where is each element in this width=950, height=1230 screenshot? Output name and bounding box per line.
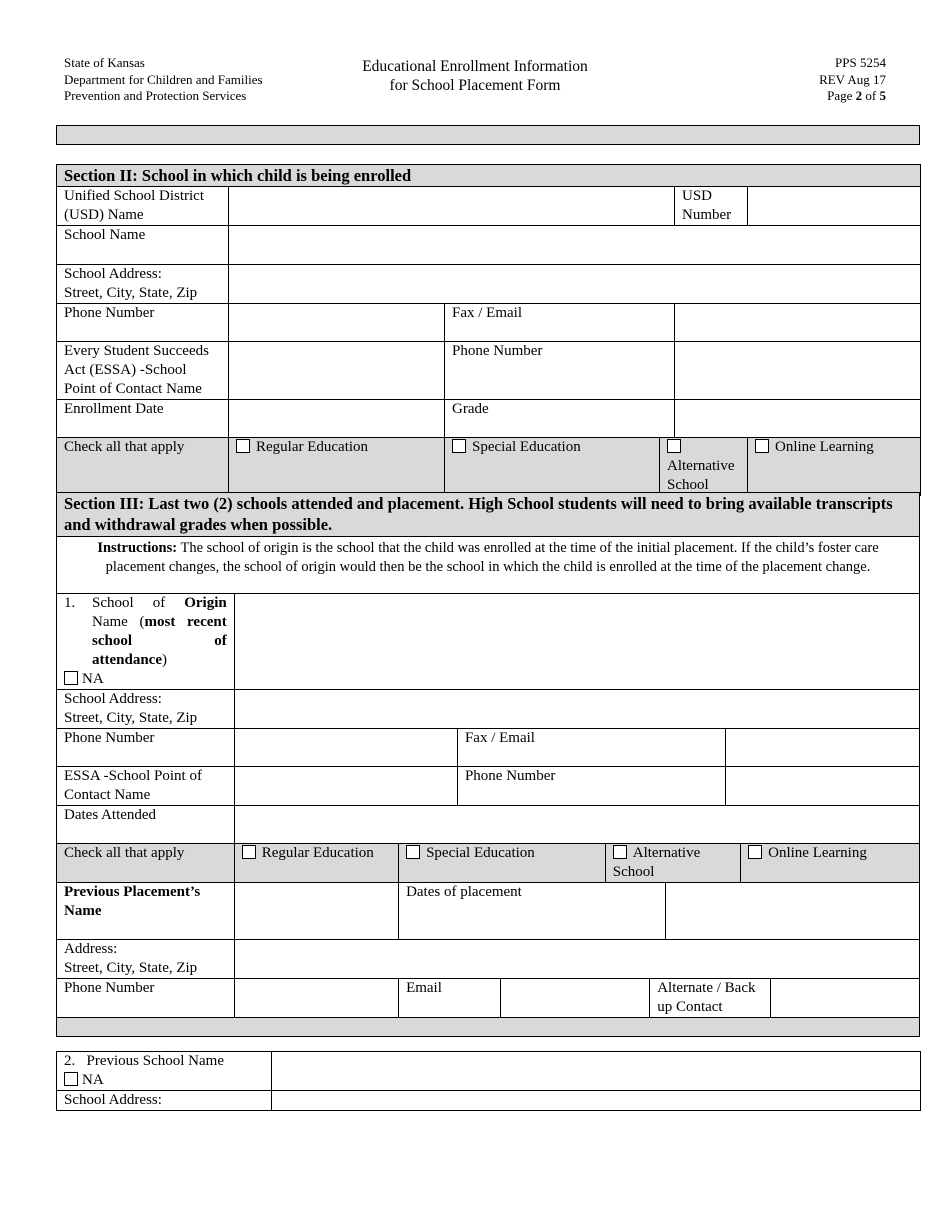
origin-essa-label: ESSA -School Point of Contact Name (57, 767, 235, 806)
origin-label-c: ) (162, 652, 167, 668)
origin-check-all-label: Check all that apply (57, 844, 235, 883)
origin-label-bold2: most recent school of attendance (92, 614, 227, 668)
placement-email-field[interactable] (501, 979, 650, 1018)
school-address-field[interactable] (229, 265, 921, 304)
origin-phone-label: Phone Number (57, 729, 235, 767)
alternate-contact-field[interactable] (771, 979, 920, 1018)
usd-number-label: USD Number (675, 187, 748, 226)
dates-of-placement-label: Dates of placement (399, 883, 666, 940)
origin-fax-email-field[interactable] (725, 729, 919, 767)
option-regular-education[interactable] (229, 438, 445, 496)
section-3-footer-bar (57, 1018, 920, 1037)
page-current: 2 (855, 88, 863, 103)
na-label: NA (82, 1072, 104, 1088)
agency-block (64, 55, 263, 105)
prev-school-na-option[interactable] (64, 1071, 264, 1090)
page-of: of (862, 88, 880, 103)
origin-essa-field[interactable] (234, 767, 457, 806)
na-label: NA (82, 671, 104, 687)
origin-essa-phone-label: Phone Number (457, 767, 725, 806)
origin-address-label-line-1: School Address: (64, 691, 162, 707)
placement-address-label-line-2: Street, City, State, Zip (64, 960, 198, 976)
origin-label-bold: Origin (184, 595, 227, 611)
na-checkbox[interactable] (64, 1072, 78, 1086)
option-online-learning[interactable] (748, 438, 921, 496)
grade-field[interactable] (675, 400, 921, 438)
option-label: Online Learning (768, 845, 867, 861)
school-name-label: School Name (57, 226, 229, 265)
agency-department: Department for Children and Families (64, 71, 263, 87)
form-title-line-2: for School Placement Form (389, 77, 561, 94)
section-divider-bar (56, 125, 920, 145)
origin-label-a: School of (92, 595, 185, 611)
school-address-label-line-2: Street, City, State, Zip (64, 285, 198, 301)
origin-school-field[interactable] (234, 594, 919, 690)
check-all-label: Check all that apply (57, 438, 229, 496)
form-title-line-1: Educational Enrollment Information (362, 58, 588, 75)
origin-address-label-line-2: Street, City, State, Zip (64, 710, 198, 726)
option-label: Special Education (472, 439, 581, 455)
usd-name-label: Unified School District (USD) Name (57, 187, 229, 226)
prev-school-address-field[interactable] (272, 1091, 921, 1111)
school-address-label-line-1: School Address: (64, 266, 162, 282)
option-label: Alternative School (612, 845, 701, 880)
checkbox[interactable] (667, 439, 681, 453)
placement-phone-field[interactable] (234, 979, 398, 1018)
section-3-table (56, 492, 920, 1037)
prev-school-number: 2. (64, 1053, 76, 1069)
grade-label: Grade (445, 400, 675, 438)
option-label: Alternative School (667, 458, 735, 493)
fax-email-label: Fax / Email (445, 304, 675, 342)
checkbox[interactable] (236, 439, 250, 453)
phone-field[interactable] (229, 304, 445, 342)
alternate-contact-label: Alternate / Back up Contact (650, 979, 771, 1018)
instructions-text: The school of origin is the school that the child was enrolled at the time of the initial placement. If the child’s foster care placement changes, the school of origin would then be the school in which the child is enrolled at the time of the placement change. (105, 540, 879, 575)
placement-address-label (57, 940, 235, 979)
dates-attended-label: Dates Attended (57, 806, 235, 844)
essa-phone-field[interactable] (675, 342, 921, 400)
enrollment-date-label: Enrollment Date (57, 400, 229, 438)
page-total: 5 (879, 88, 886, 103)
prev-school-label-text (64, 1052, 264, 1071)
agency-division: Prevention and Protection Services (64, 88, 247, 103)
form-revision: REV Aug 17 (819, 71, 886, 87)
usd-name-field[interactable] (229, 187, 675, 226)
origin-phone-field[interactable] (234, 729, 457, 767)
origin-number: 1. (64, 595, 76, 611)
checkbox[interactable] (613, 845, 627, 859)
origin-label-b: Name ( (92, 614, 145, 630)
placement-email-label: Email (399, 979, 501, 1018)
origin-option-special-education[interactable] (399, 844, 606, 883)
origin-option-regular-education[interactable] (234, 844, 398, 883)
previous-school-table (56, 1051, 921, 1111)
checkbox[interactable] (406, 845, 420, 859)
origin-na-option[interactable] (64, 670, 227, 689)
page-indicator (819, 88, 886, 105)
checkbox[interactable] (755, 439, 769, 453)
phone-label: Phone Number (57, 304, 229, 342)
school-name-field[interactable] (229, 226, 921, 265)
page-prefix: Page (827, 88, 856, 103)
option-special-education[interactable] (445, 438, 660, 496)
instructions-label: Instructions: (97, 540, 178, 556)
prev-placement-label: Previous Placement’s Name (57, 883, 235, 940)
usd-number-field[interactable] (748, 187, 921, 226)
option-label: Regular Education (256, 439, 369, 455)
school-address-label (57, 265, 229, 304)
option-label: Regular Education (261, 845, 374, 861)
prev-placement-field[interactable] (234, 883, 398, 940)
prev-school-address-label: School Address: (57, 1091, 272, 1111)
checkbox[interactable] (242, 845, 256, 859)
dates-attended-field[interactable] (234, 806, 919, 844)
origin-address-label (57, 690, 235, 729)
placement-address-field[interactable] (234, 940, 919, 979)
checkbox[interactable] (452, 439, 466, 453)
origin-option-online-learning[interactable] (741, 844, 920, 883)
form-number: PPS 5254 (835, 55, 886, 70)
essa-contact-field[interactable] (229, 342, 445, 400)
origin-essa-phone-field[interactable] (725, 767, 919, 806)
placement-address-label-line-1: Address: (64, 941, 118, 957)
origin-school-label-text (64, 594, 227, 670)
section-3-title: Section III: Last two (2) schools attended and placement. High School students will need to bring available transcripts and withdrawal grades when possible. (57, 493, 920, 537)
origin-option-alternative-school[interactable] (605, 844, 740, 883)
na-checkbox[interactable] (64, 671, 78, 685)
section-2-title: Section II: School in which child is being enrolled (57, 165, 921, 187)
prev-school-label (57, 1052, 272, 1091)
essa-phone-label: Phone Number (445, 342, 675, 400)
prev-school-field[interactable] (272, 1052, 921, 1091)
fax-email-field[interactable] (675, 304, 921, 342)
origin-school-label (57, 594, 235, 690)
placement-phone-label: Phone Number (57, 979, 235, 1018)
instructions (57, 537, 920, 594)
agency-state: State of Kansas (64, 55, 145, 70)
dates-of-placement-field[interactable] (665, 883, 919, 940)
form-title (300, 57, 650, 95)
prev-school-label-main: Previous School Name (86, 1053, 224, 1069)
section-2-table (56, 164, 921, 496)
form-meta (819, 55, 886, 105)
option-alternative-school[interactable] (660, 438, 748, 496)
checkbox[interactable] (748, 845, 762, 859)
option-label: Online Learning (775, 439, 874, 455)
option-label: Special Education (426, 845, 535, 861)
origin-fax-email-label: Fax / Email (457, 729, 725, 767)
origin-address-field[interactable] (234, 690, 919, 729)
essa-contact-label: Every Student Succeeds Act (ESSA) -School Point of Contact Name (57, 342, 229, 400)
enrollment-date-field[interactable] (229, 400, 445, 438)
